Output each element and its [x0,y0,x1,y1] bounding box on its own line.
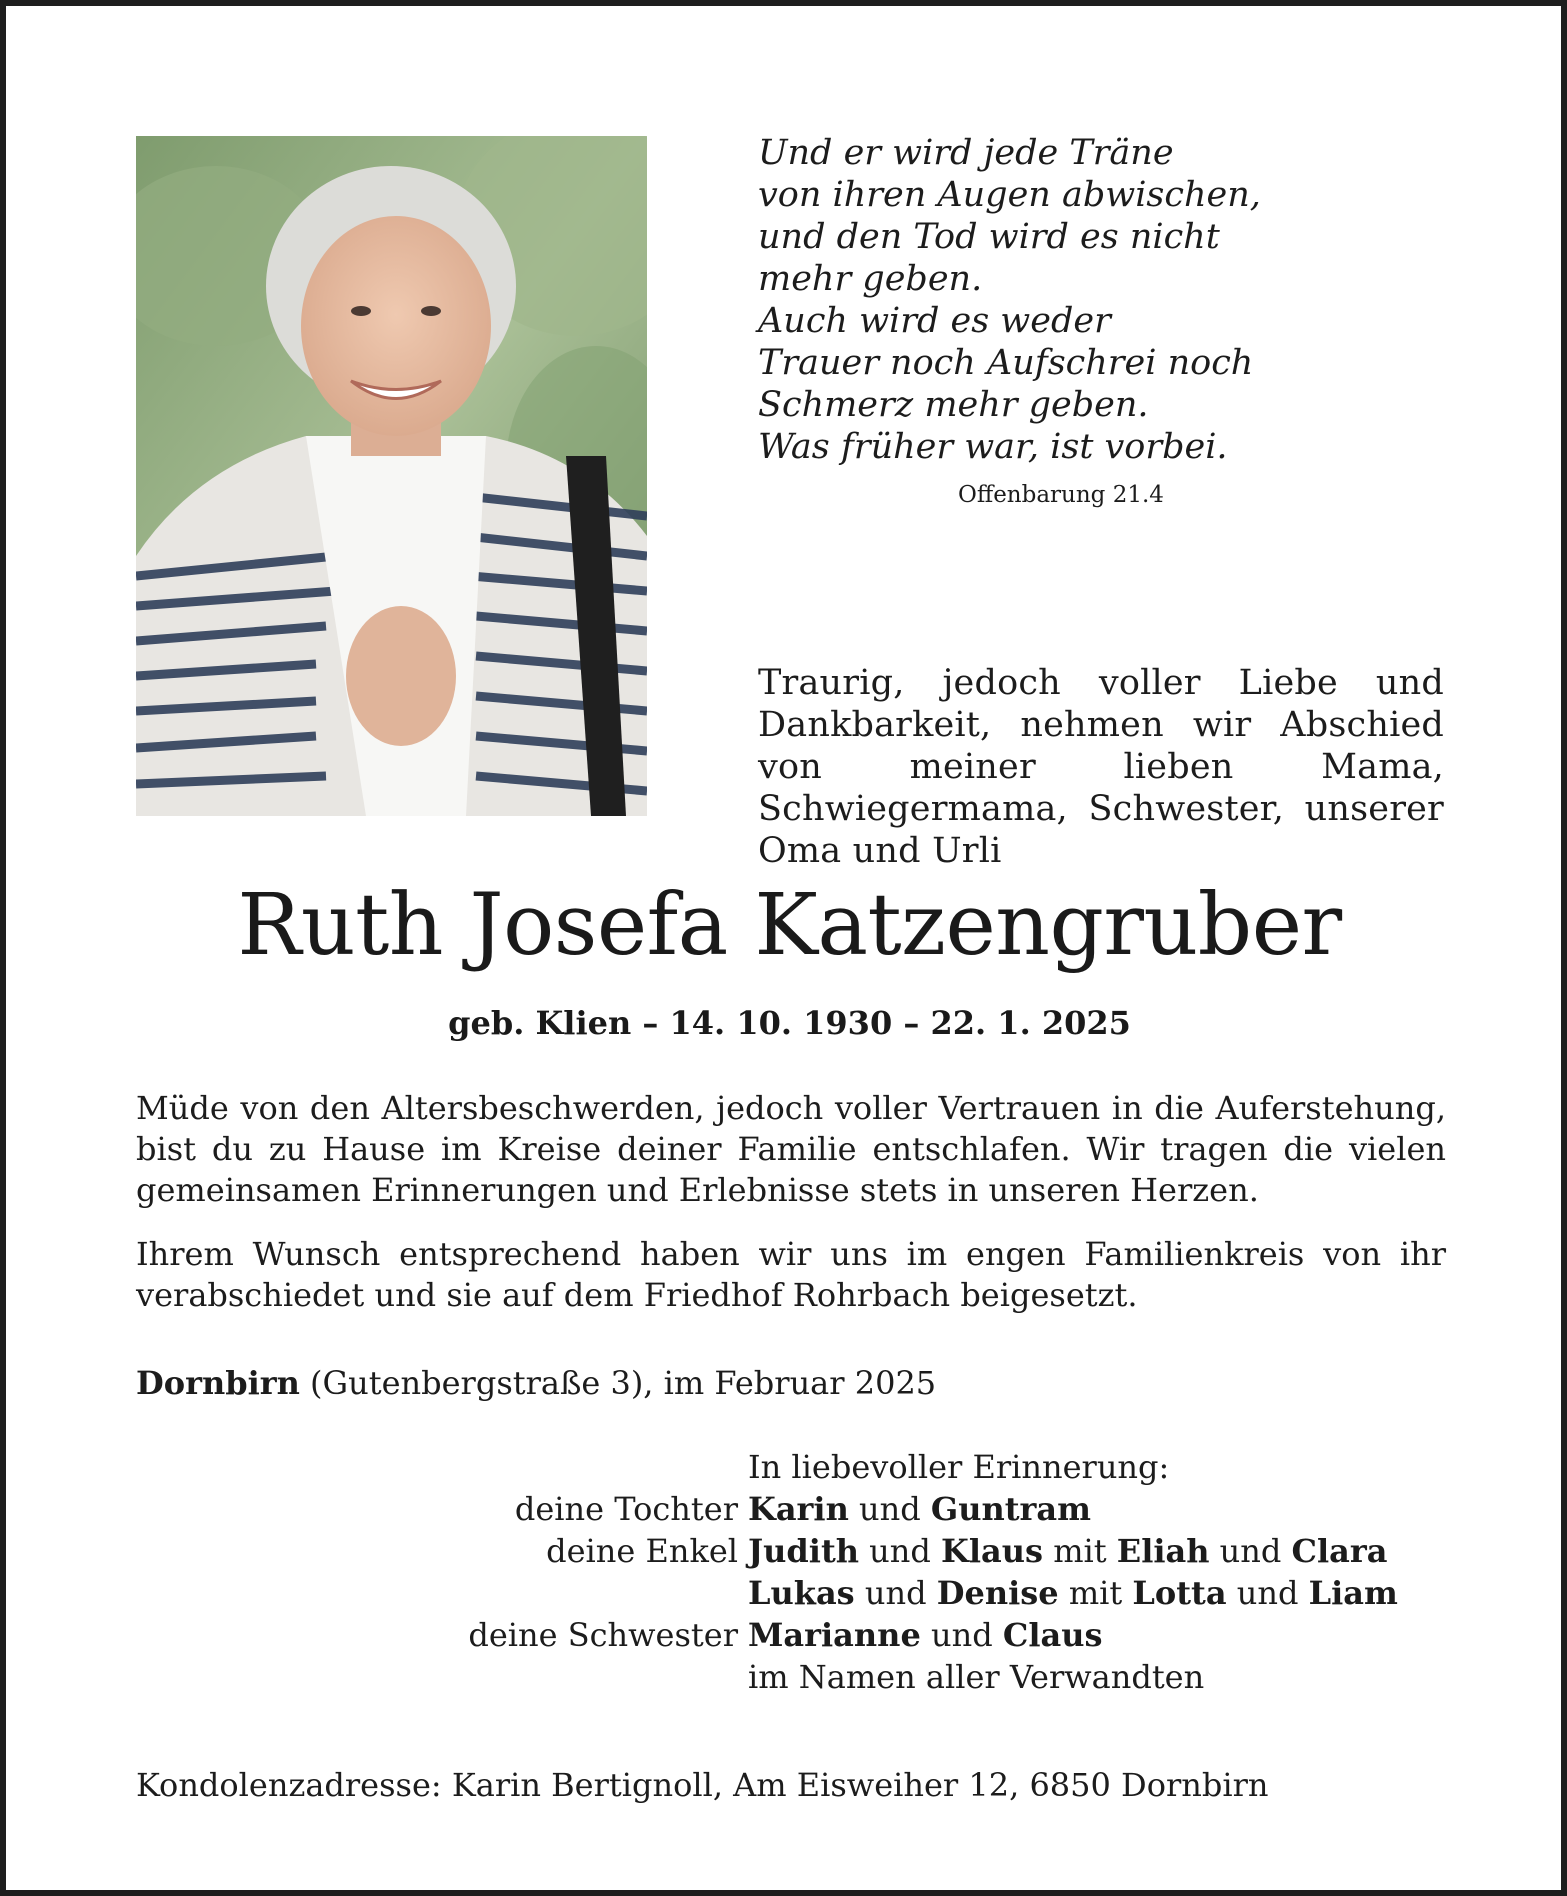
family-member-name: Claus [1002,1616,1103,1654]
family-names [748,1614,1446,1656]
paragraph-2: Ihrem Wunsch entsprechend haben wir uns im engen Familienkreis von ihr verabschiedet und sie auf dem Friedhof Rohrbach beigesetzt. [136,1235,1446,1314]
family-names [748,1488,1446,1530]
portrait-image [136,136,647,816]
family-connector: und [920,1616,1003,1654]
family-row [136,1488,1446,1530]
quote-line: von ihren Augen abwischen, [758,175,1261,215]
family-member-name: Lukas [748,1574,855,1612]
quote-line: Auch wird es weder [758,301,1111,341]
family-row [136,1614,1446,1656]
family-names [748,1530,1446,1572]
intro-text: Traurig, jedoch voller Liebe und Dankbarkeit, nehmen wir Abschied von meiner lieben Mama, Schwiegermama, Schwester, unserer Oma und Urli [758,663,1444,871]
condolence-address: Kondolenzadresse: Karin Bertignoll, Am Eisweiher 12, 6850 Dornbirn [136,1766,1269,1804]
family-relation: deine Tochter [514,1490,738,1528]
family-closing: im Namen aller Verwandten [748,1658,1205,1696]
family-member-name: Marianne [748,1616,921,1654]
family-connector: und [1226,1574,1309,1612]
family-member-name: Karin [748,1490,849,1528]
place-date-line [136,1364,936,1402]
family-connector: und [1209,1532,1292,1570]
family-member-name: Clara [1291,1532,1388,1570]
quote-source: Offenbarung 21.4 [958,482,1164,508]
family-connector: und [858,1532,942,1570]
bible-quote [758,132,1358,468]
family-member-name: Klaus [941,1532,1044,1570]
family-member-name: Liam [1308,1574,1398,1612]
place-rest: (Gutenbergstraße 3), im Februar 2025 [299,1364,937,1402]
family-member-name: Denise [936,1574,1059,1612]
family-connector: mit [1043,1532,1117,1570]
family-row [136,1572,1446,1614]
family-member-name: Eliah [1116,1532,1210,1570]
quote-line: Schmerz mehr geben. [758,385,1149,425]
family-connector: und [854,1574,937,1612]
place-city: Dornbirn [136,1364,300,1402]
family-member-name: Lotta [1132,1574,1227,1612]
quote-line: mehr geben. [758,259,983,299]
birth-death-dates: geb. Klien – 14. 10. 1930 – 22. 1. 2025 [448,1004,1131,1042]
family-closing-row [136,1656,1446,1698]
family-list [136,1446,1446,1698]
quote-line: Und er wird jede Träne [758,133,1174,173]
quote-line: Trauer noch Aufschrei noch [758,343,1254,383]
deceased-name: Ruth Josefa Katzengruber [237,876,1342,975]
family-heading-row [136,1446,1446,1488]
quote-line: und den Tod wird es nicht [758,217,1220,257]
quote-line: Was früher war, ist vorbei. [758,427,1228,467]
family-relation [136,1572,748,1614]
portrait-photo [136,136,647,816]
family-relation: deine Enkel [546,1532,738,1570]
family-row [136,1530,1446,1572]
family-connector: und [848,1490,931,1528]
family-member-name: Guntram [930,1490,1091,1528]
family-member-name: Judith [748,1532,859,1570]
family-names [748,1572,1446,1614]
family-relation: deine Schwester [468,1616,738,1654]
paragraph-1: Müde von den Altersbeschwerden, jedoch voller Vertrauen in die Auferstehung, bist du zu Hause im Kreise deiner Familie entschlafen. Wir tragen die vielen gemeinsamen Erinnerungen und Erlebnisse stets in unseren Herzen. [136,1089,1446,1209]
family-connector: mit [1058,1574,1133,1612]
family-heading: In liebevoller Erinnerung: [748,1448,1170,1486]
